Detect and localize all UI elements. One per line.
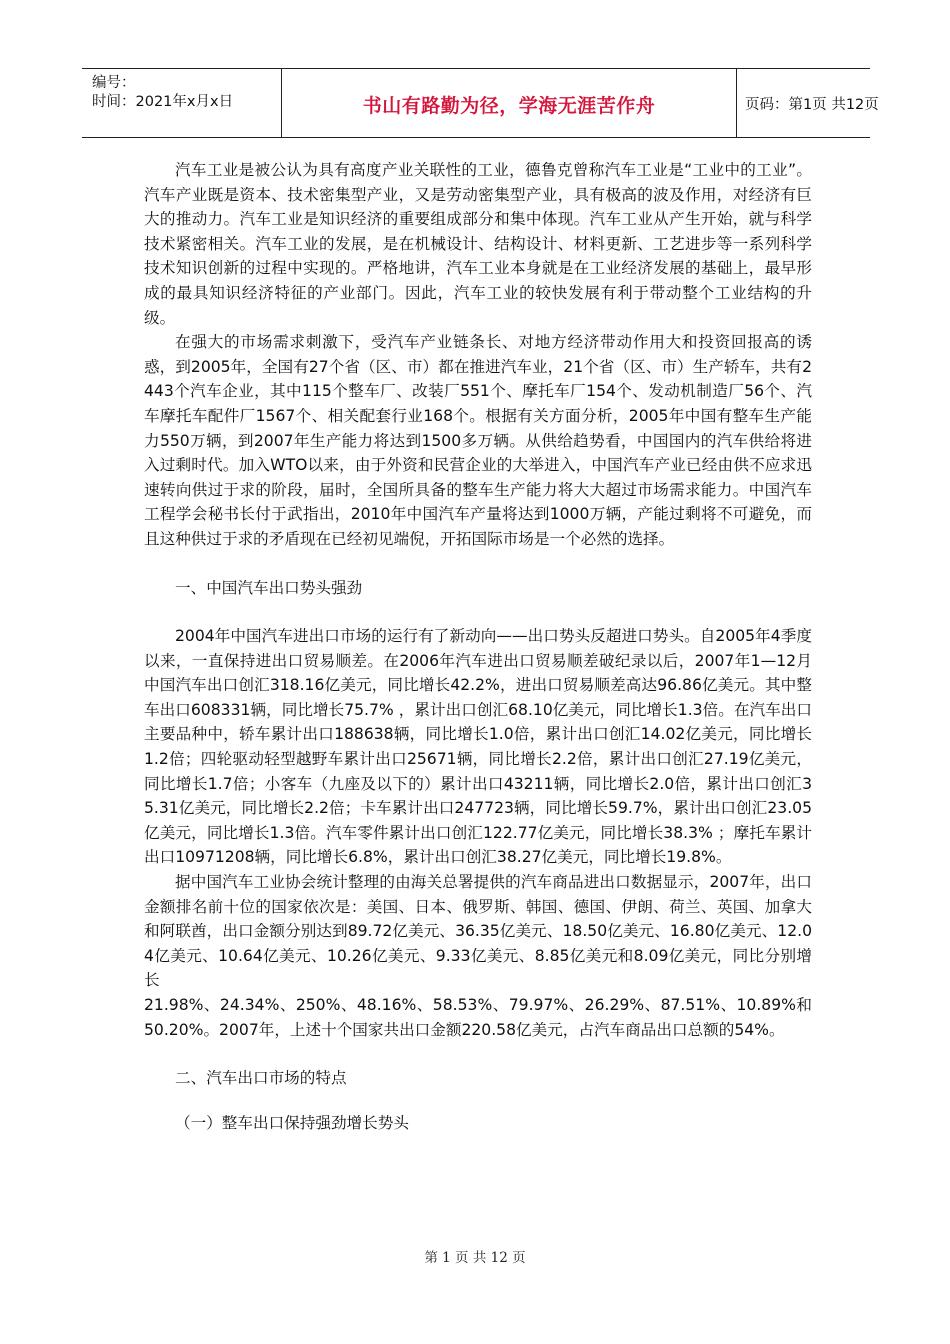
header-motto: 书山有路勤为径，学海无涯苦作舟 (362, 95, 656, 117)
header-page-info: 页码：第1页 共12页 (745, 97, 879, 113)
header-motto-cell (282, 69, 737, 137)
paragraph-auto-industry-intro: 汽车工业是被公认为具有高度产业关联性的工业，德鲁克曾称汽车工业是“工业中的工业”。 汽车产业既是资本、技术密集型产业，又是劳动密集型产业，具有极高的波及作用，对经济有巨大的推动力。汽车工业是知识经济的重要组成部分和集中体现。汽车工业从产生开始，就与科学技术紧密相关。汽车工业的发展，是在机械设计、结构设计、材料更新、工艺进步等一系列科学技术知识创新的过程中实现的。严格地讲，汽车工业本身就是在工业经济发展的基础上，最早形成的最具知识经济特征的产业部门。因此，汽车工业的较快发展有利于带动整个工业结构的升级。 (144, 161, 812, 327)
document-body (144, 158, 812, 1135)
subsection-heading-1: （一）整车出口保持强劲增长势头 (175, 1113, 409, 1132)
section-heading-2: 二、汽车出口市场的特点 (175, 1069, 347, 1088)
page-footer: 第 1 页 共 12 页 (424, 1250, 526, 1266)
paragraph-growth-rates: 21.98%、24.34%、250%、48.16%、58.53%、79.97%、26.29%、87.51%、10.89%和50.20%。2007年，上述十个国家共出口金额220.58亿美元，占汽车商品出口总额的54%。 (144, 996, 812, 1039)
header-meta-cell (82, 69, 282, 137)
paragraph-market-demand: 在强大的市场需求刺激下，受汽车产业链条长、对地方经济带动作用大和投资回报高的诱惑，到2005年，全国有27个省（区、市）都在推进汽车业，21个省（区、市）生产轿车，共有2443个汽车企业，其中115个整车厂、改装厂551个、摩托车厂154个、发动机制造厂56个、汽车摩托车配件厂1567个、相关配套行业168个。根据有关方面分析，2005年中国有整车生产能力550万辆，到2007年生产能力将达到1500多万辆。从供给趋势看，中国国内的汽车供给将进入过剩时代。加入WTO以来，由于外资和民营企业的大举进入，中国汽车产业已经由供不应求迅速转向供过于求的阶段，届时，全国所具备的整车生产能力将大大超过市场需求能力。中国汽车工程学会秘书长付于武指出，2010年中国汽车产量将达到1000万辆，产能过剩将不可避免，而且这种供过于求的矛盾现在已经初见端倪，开拓国际市场是一个必然的选择。 (144, 333, 812, 548)
document-date-label: 时间：2021年x月x日 (92, 94, 234, 110)
header-page-cell (737, 69, 879, 137)
paragraph-export-stats: 2004年中国汽车进出口市场的运行有了新动向——出口势头反超进口势头。自2005年4季度以来，一直保持进出口贸易顺差。在2006年汽车进出口贸易顺差破纪录以后，2007年1—12月中国汽车出口创汇318.16亿美元，同比增长42.2%，进出口贸易顺差高达96.86亿美元。其中整车出口608331辆，同比增长75.7% ，累计出口创汇68.10亿美元，同比增长1.3倍。在汽车出口主要品种中，轿车累计出口188638辆，同比增长1.0倍，累计出口创汇14.02亿美元，同比增长1.2倍；四轮驱动轻型越野车累计出口25671辆，同比增长2.2倍，累计出口创汇27.19亿美元，同比增长1.7倍；小客车（九座及以下的）累计出口43211辆，同比增长2.0倍，累计出口创汇35.31亿美元，同比增长2.2倍；卡车累计出口247723辆，同比增长59.7%，累计出口创汇23.05亿美元，同比增长1.3倍。汽车零件累计出口创汇122.77亿美元，同比增长38.3% ；摩托车累计出口10971208辆，同比增长6.8%，累计出口创汇38.27亿美元，同比增长19.8%。 (144, 627, 812, 867)
document-header (82, 68, 879, 138)
document-code-label: 编号： (92, 75, 136, 91)
paragraph-top-countries: 据中国汽车工业协会统计整理的由海关总署提供的汽车商品进出口数据显示，2007年，出口金额排名前十位的国家依次是：美国、日本、俄罗斯、韩国、德国、伊朗、荷兰、英国、加拿大和阿联酋，出口金额分别达到89.72亿美元、36.35亿美元、18.50亿美元、16.80亿美元、12.04亿美元、10.64亿美元、10.26亿美元、9.33亿美元、8.85亿美元和8.09亿美元，同比分别增长 (144, 873, 812, 990)
section-heading-1: 一、中国汽车出口势头强劲 (175, 578, 363, 597)
